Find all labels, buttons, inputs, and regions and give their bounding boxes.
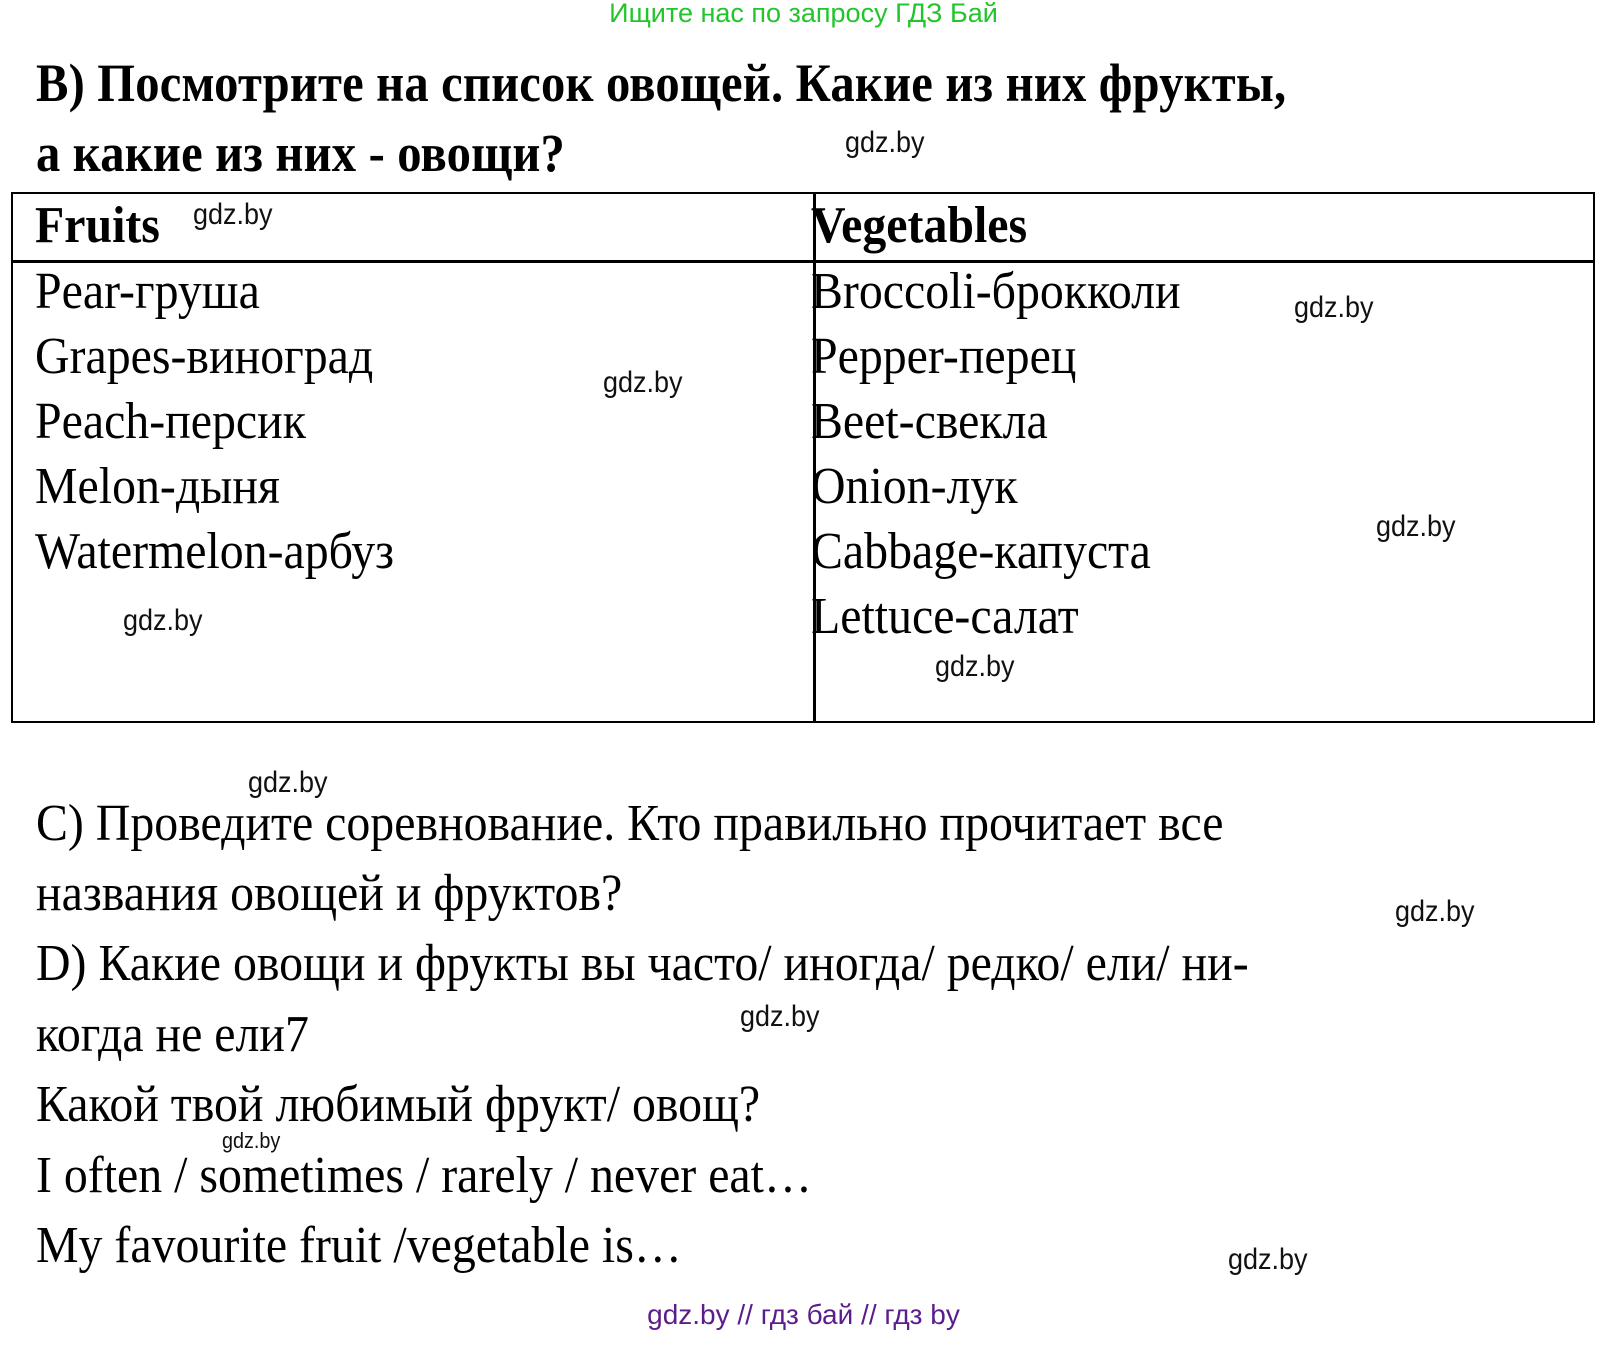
watermark: gdz.by bbox=[1376, 510, 1456, 543]
section-d-eat-frequency: I often / sometimes / rarely / never eat… bbox=[36, 1147, 812, 1204]
vegetable-item: Broccoli-брокколи bbox=[811, 263, 1181, 320]
vegetable-item: Cabbage-капуста bbox=[811, 523, 1151, 580]
watermark: gdz.by bbox=[603, 366, 683, 399]
fruit-item: Peach-персик bbox=[35, 393, 306, 450]
fruits-vegetables-table bbox=[11, 192, 1595, 723]
fruit-item: Melon-дыня bbox=[35, 458, 280, 515]
fruit-item: Pear-груша bbox=[35, 263, 260, 320]
watermark: gdz.by bbox=[222, 1128, 281, 1153]
footer-watermark: gdz.by // гдз бай // гдз by bbox=[647, 1299, 960, 1330]
section-b-heading-line2: а какие из них - овощи? bbox=[36, 123, 565, 183]
vegetable-item: Beet-свекла bbox=[811, 393, 1048, 450]
section-d-line2: когда не ели7 bbox=[36, 1006, 309, 1063]
section-d-line1: D) Какие овощи и фрукты вы часто/ иногда/ редко/ ели/ ни- bbox=[36, 935, 1249, 992]
vegetable-item: Pepper-перец bbox=[811, 328, 1077, 385]
section-c-line2: названия овощей и фруктов? bbox=[36, 865, 623, 922]
watermark: gdz.by bbox=[845, 126, 925, 159]
watermark: gdz.by bbox=[248, 766, 328, 799]
section-d-favourite-answer: My favourite fruit /vegetable is… bbox=[36, 1217, 682, 1274]
fruit-item: Grapes-виноград bbox=[35, 328, 374, 385]
watermark: gdz.by bbox=[193, 198, 273, 231]
watermark: gdz.by bbox=[123, 604, 203, 637]
vegetable-item: Lettuce-салат bbox=[811, 588, 1079, 645]
fruits-header: Fruits bbox=[35, 197, 160, 254]
watermark: gdz.by bbox=[935, 650, 1015, 683]
watermark: gdz.by bbox=[740, 1000, 820, 1033]
section-d-favourite-question: Какой твой любимый фрукт/ овощ? bbox=[36, 1076, 761, 1133]
top-banner: Ищите нас по запросу ГДЗ Бай bbox=[609, 0, 998, 28]
watermark: gdz.by bbox=[1395, 895, 1475, 928]
watermark: gdz.by bbox=[1294, 291, 1374, 324]
section-b-heading-line1: B) Посмотрите на список овощей. Какие из них фрукты, bbox=[36, 53, 1287, 113]
fruit-item: Watermelon-арбуз bbox=[35, 523, 395, 580]
vegetables-header: Vegetables bbox=[811, 197, 1028, 254]
vegetable-item: Onion-лук bbox=[811, 458, 1018, 515]
watermark: gdz.by bbox=[1228, 1243, 1308, 1276]
section-c-line1: C) Проведите соревнование. Кто правильно прочитает все bbox=[36, 795, 1224, 852]
